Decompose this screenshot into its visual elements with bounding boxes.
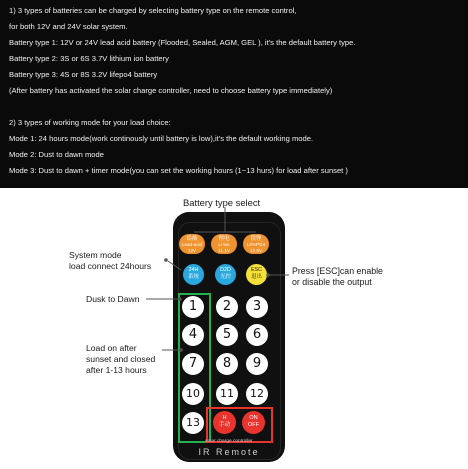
mode-24h-button[interactable] bbox=[183, 264, 204, 285]
number-4-button[interactable]: 4 bbox=[182, 324, 204, 346]
on-off-button[interactable] bbox=[242, 411, 265, 434]
system-mode-line: System mode bbox=[69, 250, 122, 260]
system-mode-label bbox=[69, 250, 151, 272]
battery-label-voltage: 12V bbox=[187, 248, 197, 253]
info-line: (After battery has activated the solar charge controller, need to choose battery type immediately) bbox=[9, 86, 333, 95]
battery-label-type: LiFePO4 bbox=[246, 242, 266, 247]
battery-type-select-label: Battery type select bbox=[183, 197, 261, 208]
number-2-button[interactable]: 2 bbox=[216, 296, 238, 318]
esc-line: Press [ESC]can enable bbox=[292, 266, 383, 276]
number-12-button[interactable]: 12 bbox=[246, 383, 268, 405]
battery-label-cn: 锂电 bbox=[218, 236, 230, 242]
mode-label: D2D bbox=[220, 267, 231, 273]
battery-label-voltage: 11.1V bbox=[218, 248, 230, 253]
load-after-sunset-label bbox=[86, 343, 155, 376]
number-8-button[interactable]: 8 bbox=[216, 353, 238, 375]
load-line: Load on after bbox=[86, 343, 137, 353]
number-6-button[interactable]: 6 bbox=[246, 324, 268, 346]
off-label: OFF bbox=[247, 422, 260, 428]
battery-label-type: Li-ion bbox=[218, 242, 230, 247]
mode-label-cn: 光控 bbox=[220, 274, 231, 280]
info-line: for both 12V and 24V solar system. bbox=[9, 22, 128, 31]
info-panel bbox=[0, 0, 468, 188]
info-line: Mode 2: Dust to dawn mode bbox=[9, 150, 104, 159]
number-7-button[interactable]: 7 bbox=[182, 353, 204, 375]
hour-label-cn: 手动 bbox=[218, 422, 231, 428]
battery-li-ion-button[interactable] bbox=[211, 234, 237, 254]
footer-subtitle: solar charge controller bbox=[205, 439, 253, 444]
system-mode-line: load connect 24hours bbox=[69, 261, 152, 271]
info-line: Mode 1: 24 hours mode(work continously until battery is low),it's the default working mode. bbox=[9, 134, 314, 143]
mode-label-cn: 系统 bbox=[188, 274, 199, 280]
on-label: ON bbox=[249, 415, 258, 421]
info-line: 2) 3 types of working mode for your load choice: bbox=[9, 118, 171, 127]
number-9-button[interactable]: 9 bbox=[246, 353, 268, 375]
hour-label: H bbox=[222, 415, 227, 421]
info-line: Battery type 2: 3S or 6S 3.7V lithium ion battery bbox=[9, 54, 169, 63]
battery-label-voltage: 12.8V bbox=[249, 248, 262, 253]
ir-remote bbox=[173, 212, 285, 462]
load-line: after 1-13 hours bbox=[86, 365, 147, 375]
number-3-button[interactable]: 3 bbox=[246, 296, 268, 318]
load-line: sunset and closed bbox=[86, 354, 156, 364]
hour-manual-button[interactable] bbox=[213, 411, 236, 434]
number-13-button[interactable]: 13 bbox=[182, 412, 204, 434]
mode-d2d-button[interactable] bbox=[215, 264, 236, 285]
mode-label: ESC bbox=[250, 267, 263, 273]
number-1-button[interactable]: 1 bbox=[182, 296, 204, 318]
callout-dot bbox=[164, 258, 168, 262]
number-5-button[interactable]: 5 bbox=[216, 324, 238, 346]
number-11-button[interactable]: 11 bbox=[216, 383, 238, 405]
battery-label-type: Lead-acid bbox=[181, 242, 203, 247]
esc-line: or disable the output bbox=[292, 277, 372, 287]
esc-label bbox=[292, 266, 383, 288]
mode-label: 24H bbox=[188, 267, 199, 273]
info-line: Battery type 3: 4S or 8S 3.2V lifepo4 battery bbox=[9, 70, 158, 79]
battery-lead-acid-button[interactable] bbox=[179, 234, 205, 254]
number-10-button[interactable]: 10 bbox=[182, 383, 204, 405]
battery-label-cn: 铁锂 bbox=[250, 236, 262, 242]
info-line: Battery type 1: 12V or 24V lead acid battery (Flooded, Sealed, AGM, GEL ), it's the default battery type. bbox=[9, 38, 356, 47]
mode-label-cn: 退出 bbox=[251, 274, 262, 280]
esc-button[interactable] bbox=[246, 264, 267, 285]
dusk-to-dawn-label: Dusk to Dawn bbox=[86, 294, 140, 304]
battery-lifepo4-button[interactable] bbox=[243, 234, 269, 254]
footer-brand: IR Remote bbox=[198, 447, 260, 457]
info-line: Mode 3: Dust to dawn + timer mode(you can set the working hours (1~13 hurs) for load after sunset ) bbox=[9, 166, 348, 175]
info-line: 1) 3 types of batteries can be charged by selecting battery type on the remote control, bbox=[9, 6, 297, 15]
battery-label-cn: 铅酸 bbox=[186, 236, 198, 242]
